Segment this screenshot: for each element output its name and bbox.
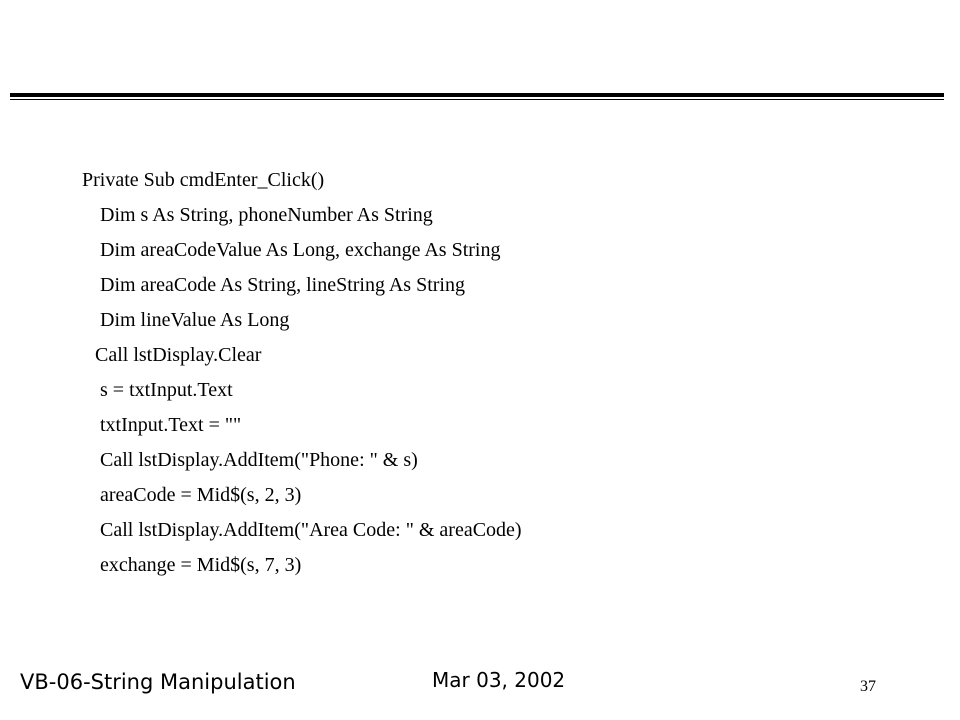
header-rule-thick [10,93,944,97]
code-line-dim-areacodevalue: Dim areaCodeValue As Long, exchange As String [100,239,501,261]
code-line-additem-areacode: Call lstDisplay.AddItem("Area Code: " & areaCode) [100,519,522,541]
code-line-additem-phone: Call lstDisplay.AddItem("Phone: " & s) [100,449,418,471]
footer-date: Mar 03, 2002 [432,668,566,692]
code-line-assign-s: s = txtInput.Text [100,379,233,401]
code-line-clear: Call lstDisplay.Clear [95,344,262,366]
header-rule-thin [10,99,944,100]
code-line-reset-input: txtInput.Text = "" [100,414,242,436]
code-line-dim-areacode: Dim areaCode As String, lineString As String [100,274,465,296]
code-line-areacode-mid: areaCode = Mid$(s, 2, 3) [100,484,302,506]
code-line-dim-linevalue: Dim lineValue As Long [100,309,290,331]
code-line-dim-s: Dim s As String, phoneNumber As String [100,204,433,226]
code-line-sub-declaration: Private Sub cmdEnter_Click() [82,169,325,191]
code-line-exchange-mid: exchange = Mid$(s, 7, 3) [100,554,302,576]
footer-title: VB-06-String Manipulation [20,670,296,694]
page-number: 37 [860,678,876,695]
